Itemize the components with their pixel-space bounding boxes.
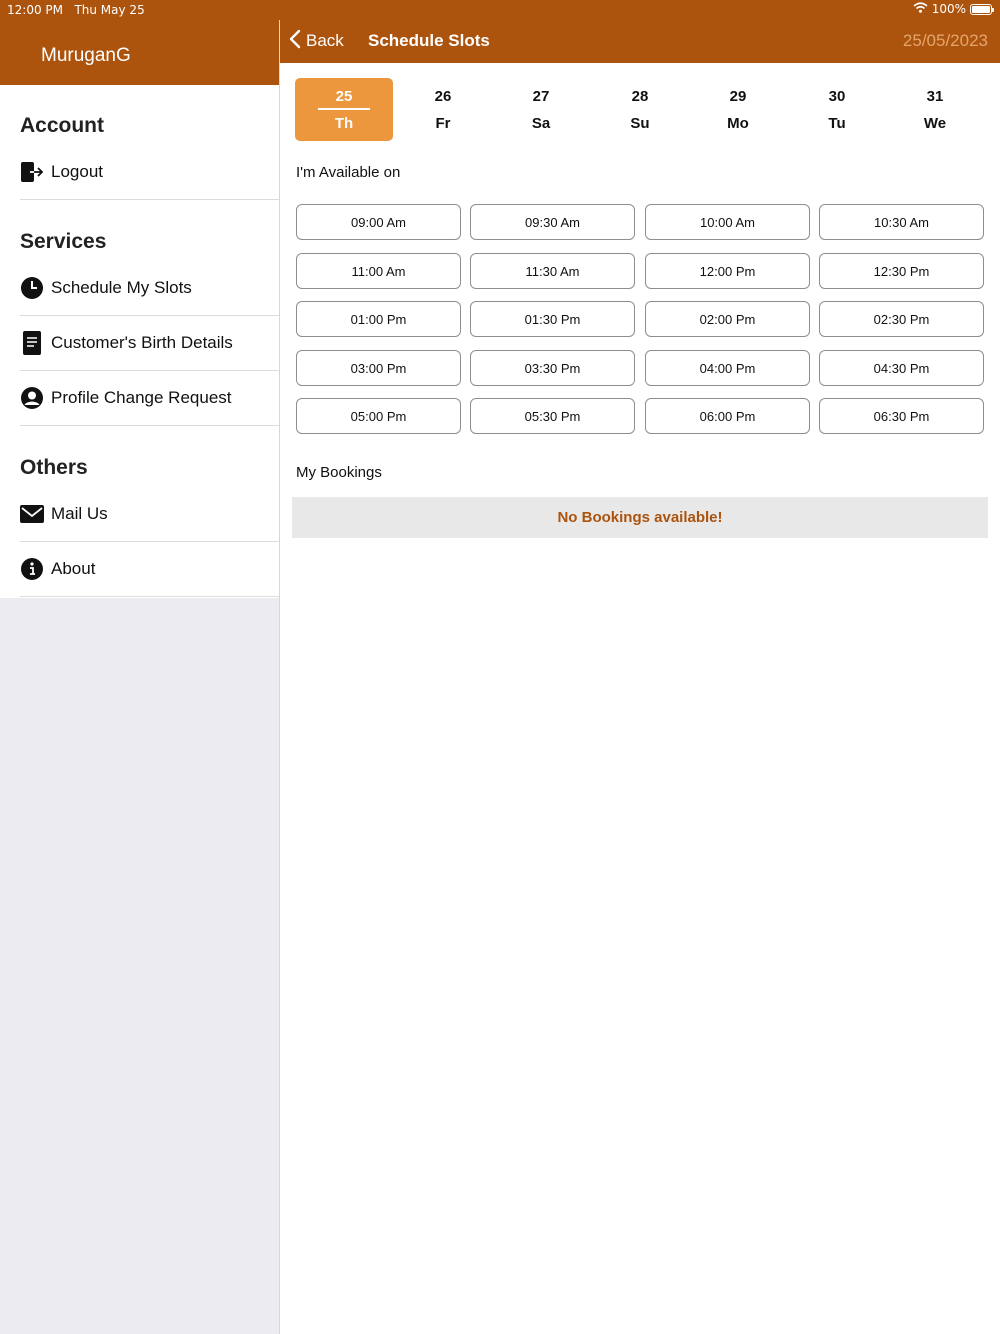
sidebar-item-label: Schedule My Slots — [51, 278, 192, 297]
sidebar-menu — [0, 85, 279, 598]
day-tab[interactable] — [492, 78, 590, 141]
user-circle-icon — [20, 386, 44, 410]
time-slot-button[interactable]: 11:30 Am — [470, 253, 635, 289]
time-slot-button[interactable]: 02:00 Pm — [645, 301, 810, 337]
bookings-label: My Bookings — [296, 464, 382, 481]
logout-icon — [20, 160, 44, 184]
battery-percent: 100% — [931, 2, 966, 16]
time-slot-button[interactable]: 03:30 Pm — [470, 350, 635, 386]
day-tab[interactable] — [689, 78, 787, 141]
day-number: 29 — [729, 88, 747, 105]
day-weekday: Mo — [727, 115, 749, 132]
availability-label: I'm Available on — [296, 164, 401, 181]
time-slot-button[interactable]: 04:30 Pm — [819, 350, 984, 386]
battery-icon — [970, 4, 992, 15]
time-slot-button[interactable]: 06:00 Pm — [645, 398, 810, 434]
day-number: 31 — [926, 88, 944, 105]
time-slot-button[interactable]: 06:30 Pm — [819, 398, 984, 434]
sidebar-header — [0, 20, 279, 85]
day-tab[interactable] — [394, 78, 492, 141]
day-weekday: Sa — [531, 115, 551, 132]
day-tab[interactable] — [591, 78, 689, 141]
sidebar-item-birth-details[interactable] — [20, 316, 279, 371]
sidebar-item-label: Customer's Birth Details — [51, 333, 233, 352]
sidebar-item-about[interactable] — [20, 542, 279, 597]
status-date: Thu May 25 — [74, 3, 145, 17]
section-heading-account: Account — [20, 114, 104, 137]
day-number: 26 — [434, 88, 452, 105]
chevron-left-icon — [288, 29, 302, 54]
day-number: 30 — [828, 88, 846, 105]
day-weekday: Th — [334, 115, 354, 132]
back-label: Back — [306, 31, 344, 50]
current-date: 25/05/2023 — [902, 31, 988, 50]
sidebar-item-label: Mail Us — [51, 504, 108, 523]
info-icon — [20, 557, 44, 581]
sidebar-item-mail-us[interactable] — [20, 487, 279, 542]
day-tab[interactable] — [295, 78, 393, 141]
time-slot-button[interactable]: 03:00 Pm — [296, 350, 461, 386]
time-slot-button[interactable]: 10:00 Am — [645, 204, 810, 240]
time-slot-button[interactable]: 09:30 Am — [470, 204, 635, 240]
status-bar-indicators — [913, 2, 992, 16]
day-number: 27 — [532, 88, 550, 105]
day-selector — [295, 78, 985, 141]
status-bar-time — [7, 3, 145, 17]
day-number: 25 — [335, 88, 353, 105]
status-time: 12:00 PM — [7, 3, 63, 17]
sidebar-item-label: Logout — [51, 162, 103, 181]
day-weekday: Su — [630, 115, 650, 132]
selected-day-underline — [318, 108, 370, 110]
mail-icon — [20, 502, 44, 526]
day-tab[interactable] — [788, 78, 886, 141]
sidebar-item-logout[interactable] — [20, 145, 279, 200]
time-slot-button[interactable]: 10:30 Am — [819, 204, 984, 240]
sidebar — [0, 0, 280, 1334]
user-name: MuruganG — [41, 45, 131, 66]
time-slot-button[interactable]: 11:00 Am — [296, 253, 461, 289]
empty-bookings-message: No Bookings available! — [292, 497, 988, 538]
day-tab[interactable] — [886, 78, 984, 141]
day-weekday: We — [923, 115, 947, 132]
section-heading-others: Others — [20, 456, 88, 479]
day-number: 28 — [631, 88, 649, 105]
time-slot-button[interactable]: 01:00 Pm — [296, 301, 461, 337]
sidebar-item-label: Profile Change Request — [51, 388, 232, 407]
day-weekday: Fr — [435, 115, 451, 132]
time-slot-button[interactable]: 01:30 Pm — [470, 301, 635, 337]
wifi-icon — [913, 2, 928, 16]
time-slot-button[interactable]: 05:30 Pm — [470, 398, 635, 434]
sidebar-item-profile-change[interactable] — [20, 371, 279, 426]
time-slot-button[interactable]: 12:00 Pm — [645, 253, 810, 289]
time-slot-button[interactable]: 02:30 Pm — [819, 301, 984, 337]
time-slot-button[interactable]: 12:30 Pm — [819, 253, 984, 289]
time-slot-button[interactable]: 04:00 Pm — [645, 350, 810, 386]
sidebar-item-label: About — [51, 559, 96, 578]
time-slot-button[interactable]: 05:00 Pm — [296, 398, 461, 434]
section-heading-services: Services — [20, 230, 107, 253]
time-slot-button[interactable]: 09:00 Am — [296, 204, 461, 240]
sidebar-item-schedule-slots[interactable] — [20, 261, 279, 316]
page-title: Schedule Slots — [368, 31, 490, 50]
clock-icon — [20, 276, 44, 300]
document-icon — [20, 331, 44, 355]
day-weekday: Tu — [828, 115, 846, 132]
back-button[interactable] — [288, 28, 344, 54]
